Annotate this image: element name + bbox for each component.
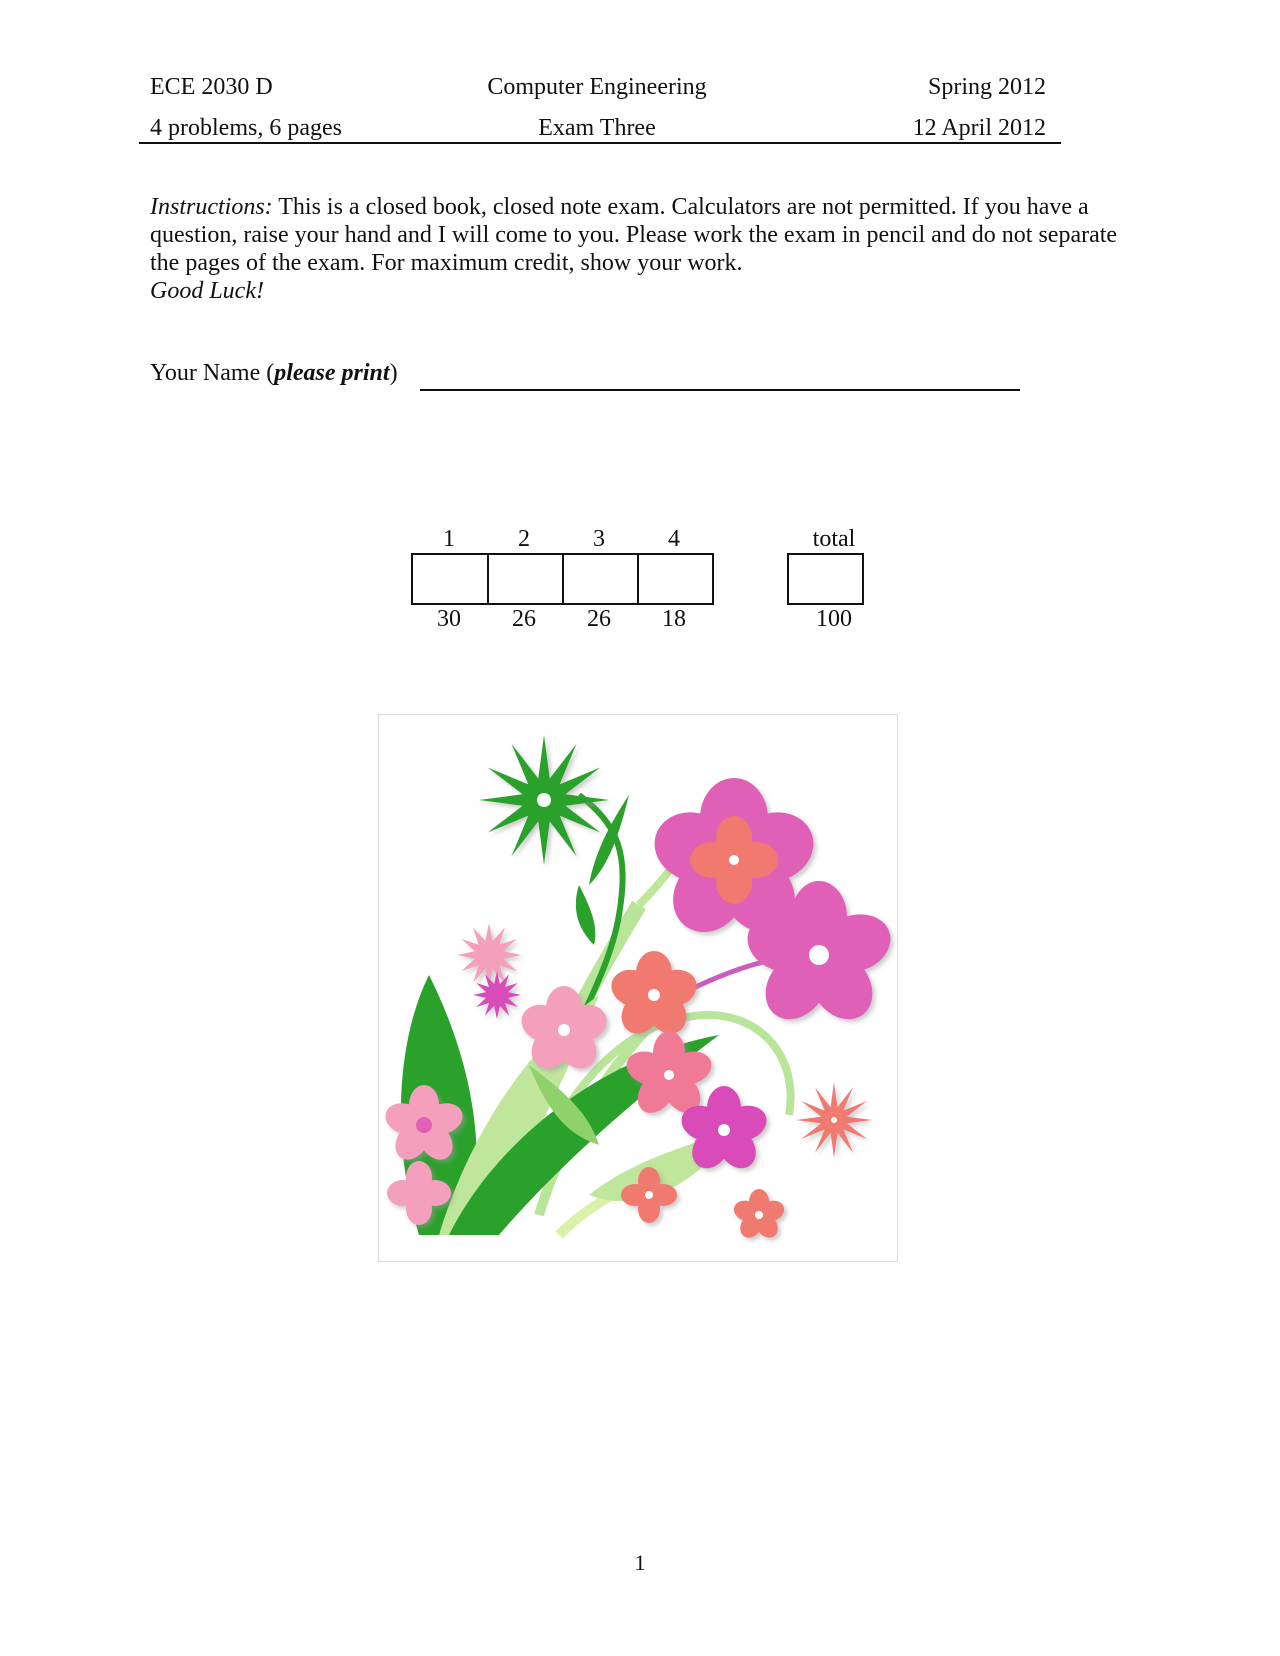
page-number: 1 bbox=[634, 1550, 646, 1575]
instructions bbox=[150, 193, 1130, 305]
name-suffix: ) bbox=[389, 360, 398, 386]
flower-bouquet-illustration bbox=[378, 714, 898, 1262]
term: Spring 2012 bbox=[927, 74, 1046, 100]
exam-date: 12 April 2012 bbox=[912, 115, 1046, 141]
problem-label: 1 bbox=[443, 526, 455, 552]
problem-label: 4 bbox=[668, 526, 680, 552]
score-box-problem-3[interactable] bbox=[562, 553, 639, 605]
problem-label: 3 bbox=[593, 526, 605, 552]
name-field-label bbox=[150, 359, 398, 387]
instructions-label: Instructions: bbox=[150, 194, 273, 220]
problem-points: 18 bbox=[662, 606, 686, 632]
name-emphasis: please print bbox=[274, 360, 390, 386]
department: Computer Engineering bbox=[487, 74, 707, 100]
name-prefix: Your Name ( bbox=[150, 360, 275, 386]
score-box-total[interactable] bbox=[787, 553, 864, 605]
instructions-body: This is a closed book, closed note exam. Calculators are not permitted. If you have a question, raise your hand and I will come to you. Please work the exam in pencil and do not separate the pages of the exam. For maximum credit, show your work. bbox=[150, 194, 1118, 276]
name-write-line[interactable] bbox=[420, 389, 1020, 391]
total-points: 100 bbox=[816, 606, 852, 632]
flower-bouquet-icon bbox=[379, 715, 897, 1261]
score-box-problem-2[interactable] bbox=[487, 553, 564, 605]
header-rule bbox=[139, 142, 1061, 144]
course-code: ECE 2030 D bbox=[150, 74, 273, 100]
problem-label: 2 bbox=[518, 526, 530, 552]
exam-title: Exam Three bbox=[538, 115, 656, 141]
problem-points: 26 bbox=[512, 606, 536, 632]
problem-points: 30 bbox=[437, 606, 461, 632]
total-label: total bbox=[812, 526, 856, 552]
score-box-problem-1[interactable] bbox=[411, 553, 489, 605]
problem-page-count: 4 problems, 6 pages bbox=[150, 115, 342, 141]
good-luck: Good Luck! bbox=[150, 278, 264, 304]
problem-points: 26 bbox=[587, 606, 611, 632]
score-box-problem-4[interactable] bbox=[637, 553, 714, 605]
